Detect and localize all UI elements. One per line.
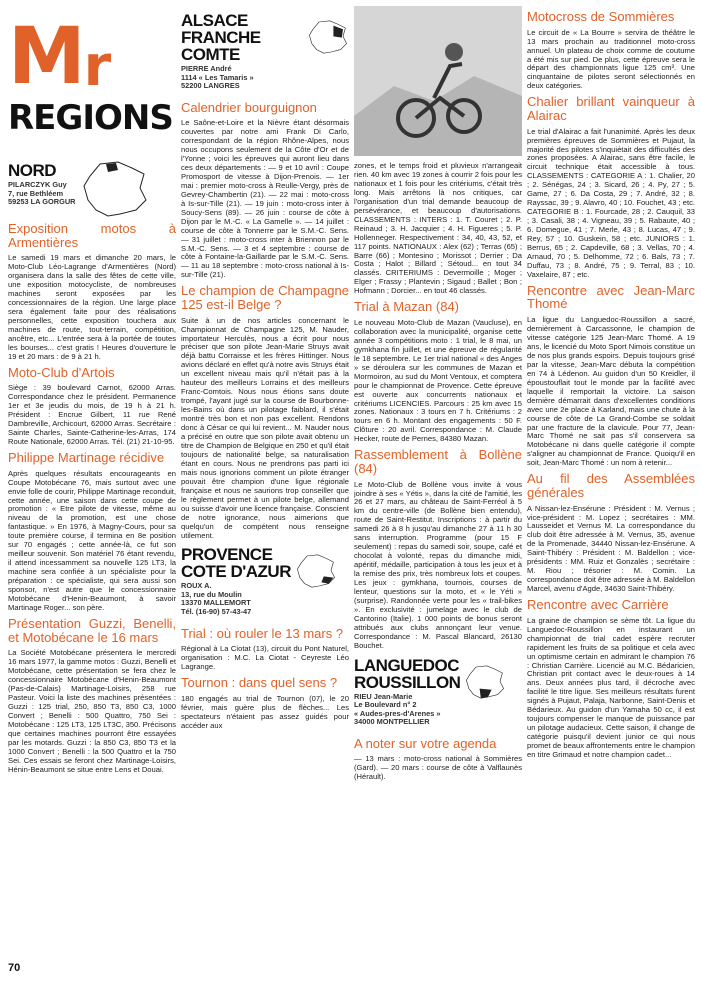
alsace-header	[181, 10, 349, 97]
column-1	[8, 6, 176, 976]
france-map-icon	[307, 10, 349, 64]
article-body: Après quelques résultats encourageants en Coupe Motobécane 76, mais surtout avec une envie folle de courir, Philippe Martinage reconduit, cette année, une saison dans cette coupe de promotion : « Etre pilote de vitesse, même au niveau de la promotion, est une chose fantastique. » En 1976, à Magny-Cours, pour sa toute première course, il termina en 8e position sur 70 engagés ; cette année-là, ce fut son meilleur souvenir. Son matériel 76 étant revendu, il attend incessamment sa nouvelle 125 LT3, la machine sera confiée à un spécialiste pour la préparation : ce spécialiste, qui sera aussi son sponsor, n'est autre que le concessionnaire Motobécane d'Henin-Beaumont, à savoir Martinage Roger... son père.	[8, 468, 176, 612]
article-body: Régional à La Ciotat (13), circuit du Pont Naturel, organisation : M.C. La Ciotat - Ceyreste Léo Lagrange.	[181, 644, 349, 672]
article-title: A noter sur votre agenda	[354, 735, 497, 751]
article-body: — 13 mars : moto-cross national à Sommières (Gard). — 20 mars : course de côte à Valflaunès (Hérault).	[354, 754, 522, 782]
provence-header	[181, 544, 349, 622]
france-map-icon	[80, 160, 150, 218]
article-body: Le nouveau Moto-Club de Mazan (Vaucluse), en collaboration avec la municipalité, organise cette année 3 compétitions moto : 1 trial, le 8 mai, un gymkhana fin juillet, et une épreuve de régularité le 18 septembre. Le 1er trial national « des Anges » se déroulera sur les communes de Mazan et Mormoiron, au sud du Mont Ventoux, et comptera pour le championnat de Provence. Cette épreuve est ouverte aux concurrents nationaux et critériums LICENCIES. Parcours : 25 km avec 15 zones. Nationaux : 3 tours en 7 h. Critériums : 2 tours en 6 h. Montant des engagements : 50 F. Clôture : 20 avril. Correspondance : M. Claude Hecker, route de Pernes, 84380 Mazan.	[354, 317, 522, 444]
correspondent-contact: ROUX A. 13, rue du Moulin 13370 MALLEMORT Tél. (16-90) 57-43-47	[181, 581, 252, 616]
article-title: Motocross de Sommières	[527, 9, 675, 24]
column-4	[527, 6, 695, 976]
article-title: Présentation Guzzi, Benelli, et Motobécane le 16 mars	[8, 615, 176, 645]
article-body: La ligue du Languedoc-Roussillon a sacré, dernièrement à Carcassonne, le champion de vitesse catégorie 125 Jean-Marc Thomé. A 19 ans, le licencié du Moto Sport Nimois constitue un de nos plus grands espoirs. Depuis toujours grisé par la vitesse, Jean-Marc débuta la compétition en 74 à Lédenon. Au guidon d'un 50 Kreidler, il époustouflait tout le monde par la facilité avec laquelle il remportait la victoire. La saison dernière démarrait dans d'excellentes conditions avec une 2e place à Karland, mais une chute à la course de côte de La Grand-Combe se soldait par une fracture de la clavicule. Pour 77, Jean-Marc Thomé ne sait pas s'il conservera sa Motobécane ni dans quelle catégorie il compte s'aligner au championnat de France. Quoiqu'il en soit, Jean-Marc Thomé : un nom à retenir...	[527, 315, 695, 468]
france-map-icon	[295, 544, 337, 598]
article-title: Exposition motos à Armentières	[8, 221, 176, 250]
article-title: Moto-Club d'Artois	[8, 364, 115, 380]
article-body: 180 engagés au trial de Tournon (07), le 20 février, mais guère plus de flèches... Les spectateurs n'étaient pas assez guidés pour accéder aux	[181, 693, 349, 730]
france-map-icon	[464, 655, 506, 709]
article-title: Rencontre avec Jean-Marc Thomé	[527, 282, 695, 312]
article-body: zones, et le temps froid et pluvieux n'arrangeait rien. 40 km avec 19 zones à courrir 2 fois pour les nationaux et 1 fois pour les critériums, c'était très long. Mais arrêtons là nos critiques, car l'organisation d'un trial demande beaucoup de persévérance, et beaucoup d'autorisations. CLASSEMENTS : INTERS : 1. T. Couret ; 2. P. Reinaud ; 3. H. Jacquier ; 4. H. Figueres ; 5. P. Hollenneger. Respectivement : 34, 40, 43, 52, et 117 points. NATIONAUX : Alex (62) ; Terras (65) ; Barre (66) ; Montesino ; Morissot ; Derrier ; Da Costa ; Halot ; Billard ; Sétoud... en tout 34 classés. CRITERIUMS : Devermoille ; Moger ; Elger ; Frassy ; Plantevin ; Sigaud ; Ballet ; Bon ; Hofmann ; Dorcier... en tout 46 classés.	[354, 161, 522, 296]
photo-image	[354, 6, 522, 156]
article-body: Siège : 39 boulevard Carnot, 62000 Arras. Correspondance chez le président. Permanence 1er et 3e jeudis du mois, de 19 h à 21 h. Président : Encrue Gilbert, 11 rue René Dambreville, Archicourt, 62000 Arras. Secrétaire : Sainte Charles, Sainte-Catherine-les-Arras, 174 Route Nationale, 62000 Arras. Tél. (21) 21-10-95.	[8, 383, 176, 447]
column-3	[354, 6, 522, 976]
article-title: Au fil des Assemblées générales	[527, 471, 695, 500]
logo-letter-m: M	[8, 11, 82, 102]
nord-header	[8, 160, 176, 218]
article-title: Rencontre avec Carrière	[527, 597, 669, 613]
logo-letter-r: r	[83, 33, 112, 99]
region-title-provence: PROVENCE COTE D'AZUR	[181, 545, 291, 582]
article-title: Philippe Martinage récidive	[8, 450, 165, 466]
region-title-alsace: ALSACE FRANCHE COMTE	[181, 11, 261, 64]
article-title: Tournon : dans quel sens ?	[181, 675, 338, 691]
article-body: Le trial d'Alairac a fait l'unanimité. Après les deux premières épreuves de Sommières et Pujaut, la majorité des pilotes s'inquiétait des difficultés des zones proposées. A Alairac, sans être facile, le circuit technique était accessible à tous. CLASSEMENTS : CATEGORIE A : 1. Chalier, 20 ; 2. Sénégas, 24 ; 3. Sicard, 26 ; 4. Py, 27 ; 5. Game, 27 ; 6. Da Costa, 29 ; 7. André, 32 ; 8. Rayssac, 39 ; 9. Alavro, 40 ; 10. Fouchet, 43 ; etc. CATEGORIE B : 1. Fourcade, 28 ; 2. Cauquil, 33 ; 3. Casali, 38 ; 4. Vigneau, 39 ; 5. Rabaute, 40 ; 6. Domegue, 41 ; 7. Merle, 43 ; 8. Lucas, 47 ; 9. Rey, 57 ; 10. Guskein, 58 ; etc. JUNIORS : 1. Berrus, 65 ; 2. Capdeville, 68 ; 3. Vellas, 70 ; 4. Arnaud, 70 ; 5. Delhomme, 72 ; 6. Bals, 73 ; 7. Duffau, 73 ; 8. André, 75 ; 9. Terral, 83 ; 10. Vaxelaire, 87 ; etc.	[527, 126, 695, 279]
article-title: Calendrier bourguignon	[181, 99, 317, 115]
languedoc-header	[354, 655, 522, 733]
article-body: Suite à un de nos articles concernant le Championnat de Champagne 125, M. Nauder, importateur Herculès, nous a écrit pour nous préciser que son pilote Jean-Marie Struys avait déjà battu Corraisse et les frères Hittinger. Nous avions déclaré en effet qu'à notre avis Struys était un excellent niveau mais qu'il n'était pas à la hauteur des meilleurs Lorrains et des meilleurs Franc-Comtois. Nous nous étions sans doute trompé, l'ayant jugé sur la course de Bourbonne-les-Bains où dans un pilotage faiblard, il s'était montré très bon et non pas excellent. Rendons donc à César ce qui lui revient... M. Nauder nous a précisé en outre que son pilote avait obtenu un titre de Champion de Belgique en 250 et qu'il était toujours de nationalité belge, sa naturalisation étant en cours. Nous ne prendrons pas parti ici mais nous ignorions comment un pilote étranger pouvait être champion d'une ligue régionale française et nous ne saurions trop conseiller que le règlement permet à un pilote belge, allemand ou suisse d'avoir une licence française. Conscient de notre ignorance, nous aimerions que quelqu'un de compétent nous renseigne utilement.	[181, 315, 349, 540]
correspondent-contact: PILARCZYK Guy 7, rue Bethléem 59253 LA GORGUR	[8, 180, 76, 207]
article-title: Le champion de Champagne 125 est-il Belge ?	[181, 283, 349, 312]
article-title: Trial à Mazan (84)	[354, 299, 459, 315]
article-body: La graine de champion se sème tôt. La ligue du Languedoc-Roussillon en instaurant un championnat de trial cadet espère recruter rapidement les fruits de sa politique et cela avec un optimisme certain en admirant le champion 76 : Christian Carrière. Licencié au M.C. Bédaricien, Christian prit contact avec le deux-roues à 14 ans. Deux années plus tard, il décroche avec facilité le titre ligue. Ses meilleurs résultats furent signés à Pujaut, Palaja, Narbonne, Saint-Denis et Bédarieux. Au guidon d'un Yamaha 50 cc, il est toujours compenser le manque de puissance par un pilotage audacieux. Cette saison, il change de catégorie puisqu'il devient junior ce qui nous promet de beaux affrontements entre le champion en titre Grimaud et notre champion cadet...	[527, 615, 695, 760]
article-body: Le Moto-Club de Bollène vous invite à vous joindre à ses « Yétis », dans la cité de l'amitié, les 26 et 27 mars, au château de Saint-Ferréol à 5 km du centre-ville (de Bollène bien entendu), route de Saint-Restitut. Inscriptions : à partir du samedi 26 à 8 h jusqu'au dimanche 27 à 11 h 30 sans interruption. Programme (pour 15 F seulement) : repas du samedi soir, soupe, café et chocolat à volonté, repas du dimanche midi, apéritif, médaille, participation à tous les jeux et à la remise des prix, très nombreux lots et coupes. Les jeux : gymkhana, tournois, courses de lenteur, questions sur la moto, et « le Yéti » (surprise). Randonnée verte pour les « trail-bikes ». En exclusivité : jumelage avec le club de Cantorino (Italie). 1 000 points de bonus seront attribués aux clubs annonçant leur venue. Correspondance : M. Pascal Blancard, 26130 Bouchet.	[354, 479, 522, 650]
logo-word: REGIONS	[8, 98, 173, 138]
region-title-nord: NORD	[8, 161, 57, 180]
regions-logo	[8, 6, 176, 156]
article-body: Le circuit de « La Bourre » servira de théâtre le 13 mars prochain au traditionnel moto-cross annuel. Un plateau de choix comme de coutume a été mis sur pied. De plus, cette épreuve sera le départ des championnats ligue 125 cm³. Une cinquantaine de pilotes seront sélectionnés en deux catégories.	[527, 27, 695, 91]
page-number: 70	[8, 962, 21, 974]
article-body: A Nissan-lez-Ensérune : Président : M. Vernus ; vice-président : M. Lopez ; secrétaires : MM. Lausseidet et Vernus M. La correspondance du club doit être adressée à M. Vernus, 35, avenue de la Promenade, 34440 Nissan-lez-Ensérune. A Saint-Thibéry : Président : M. Baldellon ; vice-présidents : MM. Ruiz et Gonzalès ; secrétaire : M. Riou ; trésorier : M. Comin. La correspondance doit être adressée à M. Baldellon Marcel, avenu d'Agde, 34630 Saint-Thibéry.	[527, 503, 695, 594]
motorcycle-photo	[354, 6, 522, 156]
correspondent-contact: PIERRE André 1114 « Les Tamaris » 52200 LANGRES	[181, 64, 254, 91]
region-title-languedoc: LANGUEDOC ROUSSILLON	[354, 655, 461, 692]
correspondent-contact: RIEU Jean-Marie Le Boulevard n° 2 « Audes-pres-d'Arenes » 34000 MONTPELLIER	[354, 691, 441, 727]
article-title: Chalier brillant vainqueur à Alairac	[527, 94, 695, 123]
column-2	[181, 6, 349, 976]
article-body: La Société Motobécane présentera le mercredi 16 mars 1977, la gamme motos : Guzzi, Benelli et Motobécane, cette présentation se fera chez le concessionnaire Motobécane d'Henin-Beaumont (Pas-de-Calais) Martinage-Loisirs, 258 rue Pasteur. Voici la liste des machines présentées : Guzzi : 125 trial, 250, 850 T3, 850 C3, 1000 Convert ; Benelli : 500 Quattro, 750 Sei : Motobécane : 125 LT3, 125 LT3C, 350. Précisons que certaines machines pourront être essayées par les motards. Guzzi : la 850 C3, 850 T3 et la 1000 Convert ; Benelli : la 500 Quattro et la 750 Sei. Ces essais se feront chez Martinage-Loisirs, Hénin-Beaumont se situe entre Lens et Douai.	[8, 648, 176, 774]
article-title: Rassemblement à Bollène (84)	[354, 447, 522, 476]
article-body: Le Saône-et-Loire et la Nièvre étant désormais couvertes par notre ami Frank Di Carlo, correspondant de la région Rhône-Alpes, nous nous occupons seulement de la Côte d'Or et de l'Yonne ; voici les épreuves qui auront lieu dans ces deux départements : — 9 et 10 avril : Coupe Promosport de vitesse à Dijon-Prenois. — 1er mai : premier moto-cross à Reulle-Vergy, près de Gevrey-Chambertin (21). — 22 mai : moto-cross à Is-sur-Tille (21). — 19 juin : moto-cross inter à Soucy-Sens (89). — 26 juin : course de côte à Dijon par le M.-C. « La Gamelle ». — 14 juillet : course de côte à Tonnerre par le S.M.-C. Sens. — 31 juillet : moto-cross inter à Briennon par le S.M.-C. Sens. — 3 et 4 septembre : course de côte à Fontaine-la-Gaillarde par le S.M.-C. Sens. — 11 au 18 septembre : moto-cross national à Is-sur-Tille (21).	[181, 118, 349, 280]
article-body: Le samedi 19 mars et dimanche 20 mars, le Moto-Club Léo-Lagrange d'Armentières (Nord) organisera dans la salle des fêtes de cette ville, une exposition motocycliste, de nombreuses machines seront exposées par les concessionnaires de la région. Une large place sera également faite pour des réalisations personnelles, cette exposition touchera aux machines de route, tout-terrain, compétition, ancêtre, etc... L'entrée sera à la portée de toutes les bourses... c'est gratis ! Heures d'ouverture le 19 et 20 mars : de 9 à 21 h.	[8, 253, 176, 361]
article-title: Trial : où rouler le 13 mars ?	[181, 625, 344, 641]
